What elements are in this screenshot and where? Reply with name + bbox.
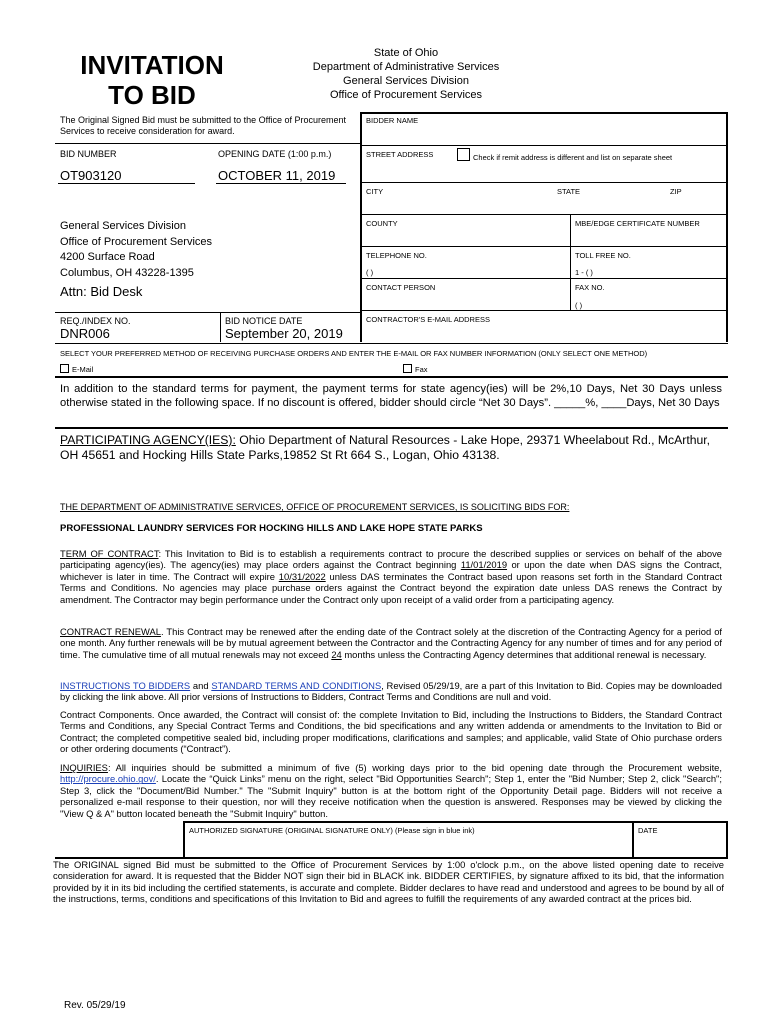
contractor-email-label: CONTRACTOR'S E-MAIL ADDRESS: [366, 315, 490, 324]
term-of-contract: [60, 548, 722, 605]
telephone-label: TELEPHONE NO.: [366, 251, 427, 260]
signature-date-field[interactable]: [636, 836, 724, 856]
standard-terms-link[interactable]: STANDARD TERMS AND CONDITIONS: [211, 680, 382, 691]
fax-field[interactable]: ( ): [575, 301, 583, 310]
address-line: General Services Division: [60, 220, 186, 232]
agency-line: General Services Division: [343, 75, 469, 87]
contact-person-label: CONTACT PERSON: [366, 283, 436, 292]
bid-number-label: BID NUMBER: [60, 149, 117, 159]
agency-line: Department of Administrative Services: [312, 61, 500, 73]
address-line: Office of Procurement Services: [60, 235, 213, 248]
email-method-option[interactable]: [60, 364, 93, 374]
inquiries-text-2: . Locate the “Quick Links” menu on the right, select "Bid Opportunities Search"; Step 1, enter the "Bid Number; Step 2, click "Search"; Step 3, click the "Document/Bid Number." The "Submit Inquiry" button is at the bottom right of the Opportunity Detail page. Bidders will not receive a personalized e-mail response to their question, nor will they receive notification when the question is answered. Responses may be viewed by clicking the "View Q & A" button located beneath the "Submit Inquiry" button.: [60, 773, 722, 819]
bidder-name-field[interactable]: [364, 124, 724, 144]
mbe-certificate-label: MBE/EDGE CERTIFICATE NUMBER: [575, 219, 700, 228]
fax-method-option[interactable]: [403, 364, 428, 374]
state-label: STATE: [557, 187, 581, 196]
toll-free-label: TOLL FREE NO.: [575, 251, 631, 260]
city-state-zip-field[interactable]: [364, 196, 724, 212]
address-line: 4200 Surface Road: [60, 251, 155, 263]
term-text-3: unless DAS terminates the Contract based upon reasons set forth in the Standard Contract Terms and Conditions. No agencies may place purchase orders against the Contract beyond the expiration date unless DAS renews the Contract by amendment. The Contractor may begin performance under the Contract only upon receipt of a valid order from a participating agency.: [60, 570, 722, 605]
renewal-label: CONTRACT RENEWAL: [60, 626, 161, 637]
bid-number-value: OT903120: [60, 168, 122, 183]
term-text-2: or upon the date when DAS signs the Contract, whichever is later in time. The Contract will expire: [60, 559, 722, 582]
fax-label: FAX NO.: [575, 283, 605, 292]
instructions-to-bidders-link[interactable]: INSTRUCTIONS TO BIDDERS: [60, 680, 191, 691]
opening-date-value: OCTOBER 11, 2019: [218, 168, 336, 183]
contractor-email-field[interactable]: [364, 324, 724, 340]
opening-date-label: OPENING DATE (1:00 p.m.): [218, 149, 332, 159]
toll-free-field[interactable]: 1 - ( ): [575, 268, 593, 277]
inquiries-label: INQUIRIES: [60, 762, 108, 773]
payment-terms: In addition to the standard terms for payment, the payment terms for state agency(ies) will be 2%,10 Days, Net 30 Days unless otherwise stated in the following space. If no discount is offered, bidder should circle “Net 30 Days”. _____%, ____Days, Net 30 Days: [60, 383, 722, 409]
title-line-1: INVITATION: [80, 50, 224, 80]
contract-components: Contract Components. Once awarded, the Contract will consist of: the complete Invitation to Bid, including the Instructions to Bidders, the Standard Contract Terms and Conditions, any Special Contract Terms and Conditions, the bid specifications and any written addenda or amendments to the Invitation to Bid or Contract; the completed competitive sealed bid, including proper modifications, clarifications and samples; and applicable, valid State of Ohio purchase orders or other ordering documents (“Contract”).: [60, 709, 722, 755]
telephone-field[interactable]: ( ): [366, 268, 374, 277]
document-title: [52, 50, 252, 110]
participating-text: Ohio Department of Natural Resources - Lake Hope, 29371 Wheelabout Rd., McArthur, OH 45651 and Hocking Hills State Parks,19852 St Rt 664 S., Logan, Ohio 43138.: [60, 433, 711, 462]
req-index-value: DNR006: [60, 326, 110, 341]
bid-notice-date-value: September 20, 2019: [225, 326, 343, 341]
city-label: CITY: [366, 187, 384, 196]
address-line: Columbus, OH 43228-1395: [60, 266, 194, 279]
revision-date: Rev. 05/29/19: [64, 1000, 126, 1011]
participating-label: PARTICIPATING AGENCY(IES):: [60, 433, 236, 447]
date-label: DATE: [638, 826, 658, 835]
term-label: TERM OF CONTRACT: [60, 548, 159, 559]
county-label: COUNTY: [366, 219, 398, 228]
contract-renewal: [60, 626, 722, 660]
original-bid-notice: The Original Signed Bid must be submitted to the Office of Procurement Services to receive consideration for award.: [60, 115, 346, 136]
agency-header: [276, 46, 536, 102]
email-option-label: E-Mail: [72, 365, 94, 374]
renewal-text-2: months unless the Contracting Agency determines that additional renewal is necessary.: [341, 648, 707, 660]
street-address-field[interactable]: [364, 160, 724, 180]
attn-bid-desk: Attn: Bid Desk: [60, 284, 143, 299]
title-line-2: TO BID: [108, 80, 196, 110]
term-end-date: 10/31/2022: [278, 570, 326, 582]
agency-line: Office of Procurement Services: [329, 89, 483, 101]
mailing-address: [60, 219, 212, 281]
soliciting-heading: THE DEPARTMENT OF ADMINISTRATIVE SERVICES, OFFICE OF PROCUREMENT SERVICES, IS SOLICITING BIDS FOR:: [60, 502, 570, 512]
instructions-and: and: [190, 680, 212, 691]
checkbox-icon: [60, 364, 69, 373]
checkbox-icon: [403, 364, 412, 373]
term-text-1: : This Invitation to Bid is to establish a requirements contract to procure the described supplies or services on behalf of the above participating agency(ies). The agency(ies) may place orders against the Contract beginning: [60, 548, 722, 571]
signature-field[interactable]: [186, 836, 630, 856]
term-start-date: 11/01/2019: [460, 559, 508, 571]
street-address-label: STREET ADDRESS: [366, 150, 434, 159]
agency-line: State of Ohio: [373, 47, 439, 59]
zip-label: ZIP: [670, 187, 682, 196]
inquiries-paragraph: [60, 762, 722, 819]
participating-agencies: [60, 433, 724, 463]
fax-option-label: Fax: [415, 365, 428, 374]
renewal-months: 24: [331, 648, 342, 660]
instructions-paragraph: [60, 680, 722, 703]
procurement-website-link[interactable]: http://procure.ohio.gov/: [60, 773, 156, 785]
renewal-text-1: . This Contract may be renewed after the ending date of the Contract solely at the discretion of the Contracting Agency for a period of one month. Any further renewals will be by mutual agreement between the Contractor and the Contracting Agency for any number of times and for any period of time. The cumulative time of all mutual renewals may not exceed: [60, 626, 723, 660]
remit-address-check-label: Check if remit address is different and list on separate sheet: [473, 153, 673, 162]
bidder-name-label: BIDDER NAME: [366, 116, 419, 125]
req-index-label: REQ./INDEX NO.: [60, 316, 131, 326]
signature-label: AUTHORIZED SIGNATURE (ORIGINAL SIGNATURE ONLY) (Please sign in blue ink): [189, 826, 475, 835]
po-method-label: SELECT YOUR PREFERRED METHOD OF RECEIVING PURCHASE ORDERS AND ENTER THE E-MAIL OR FAX NUMBER INFORMATION (ONLY SELECT ONE METHOD): [60, 349, 648, 358]
service-title: PROFESSIONAL LAUNDRY SERVICES FOR HOCKING HILLS AND LAKE HOPE STATE PARKS: [60, 523, 483, 534]
bid-notice-date-label: BID NOTICE DATE: [225, 316, 303, 326]
instructions-text: , Revised 05/29/19, are a part of this Invitation to Bid. Copies may be downloaded by clicking the link above. All prior versions of Instructions to Bidders, Contract Terms and Conditions are null and void.: [60, 680, 722, 703]
inquiries-text-1: : All inquiries should be submitted a minimum of five (5) working days prior to the bid opening date through the Procurement website,: [107, 762, 722, 773]
original-bid-footer: The ORIGINAL signed Bid must be submitted to the Office of Procurement Services by 1:00 o'clock p.m., on the above listed opening date to receive consideration for award. It is requested that the Bidder NOT sign their bid in BLACK ink. BIDDER CERTIFIES, by signature affixed to its bid, that the information provided by it in its bid including the certified statements, is accurate and complete. Bidder declares to have read and understood and agrees to be bound by all of the instructions, terms, conditions and specifications of this Invitation to Bid and agrees to fulfill the requirements of any awarded contract at the prices bid.: [53, 859, 724, 905]
